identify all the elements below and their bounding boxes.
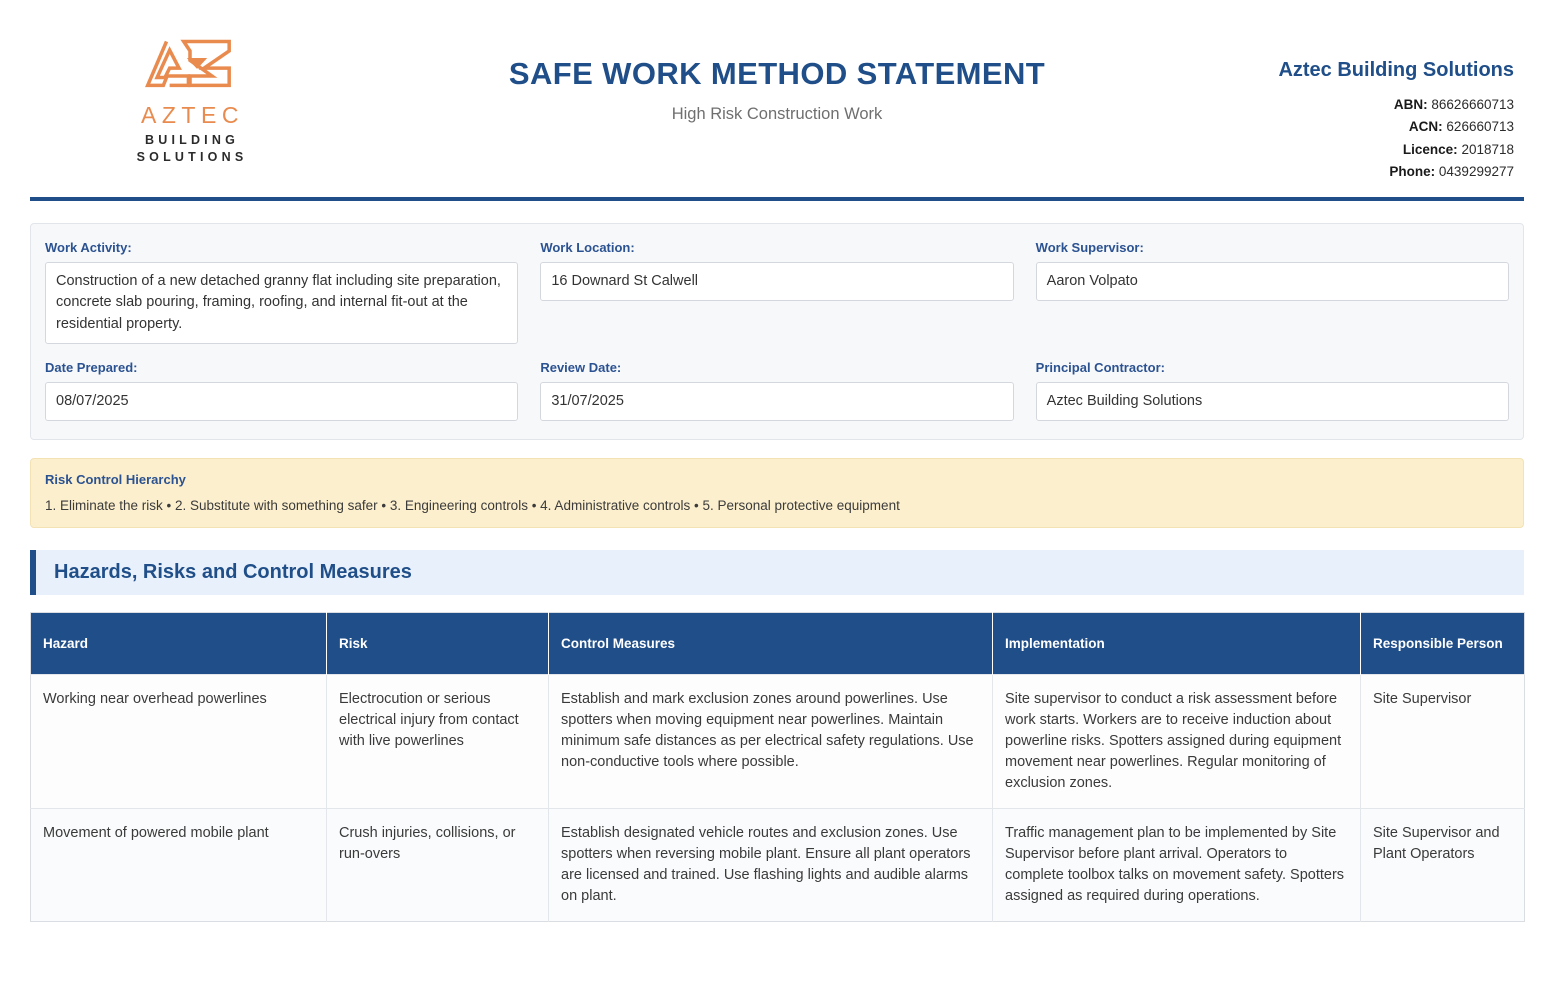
hazards-section-heading — [30, 550, 1524, 595]
cell-risk: Crush injuries, collisions, or run-overs — [327, 809, 549, 922]
work-location-label: Work Location: — [540, 240, 635, 256]
cell-responsible-person: Site Supervisor — [1361, 675, 1525, 809]
field-work-location — [540, 240, 1013, 344]
page-subtitle: High Risk Construction Work — [671, 104, 883, 123]
cell-control-measures: Establish designated vehicle routes and exclusion zones. Use spotters when reversing mobile plant. Ensure all plant operators are licensed and trained. Use flashing lights and audible alarms on plant. — [549, 809, 993, 922]
page-title: SAFE WORK METHOD STATEMENT — [508, 56, 1046, 91]
column-header-hazard: Hazard — [31, 613, 327, 675]
work-supervisor-label: Work Supervisor: — [1035, 240, 1144, 256]
logo-subtext-solutions: SOLUTIONS — [136, 149, 248, 164]
company-logo — [40, 30, 340, 163]
info-row-primary — [45, 240, 1509, 344]
date-prepared-input[interactable]: 08/07/2025 — [45, 382, 518, 421]
company-abn-value: 86626660713 — [1431, 97, 1514, 112]
field-review-date — [540, 360, 1013, 421]
document-title-block — [340, 30, 1214, 124]
company-abn-label: ABN: — [1393, 97, 1428, 112]
cell-hazard: Working near overhead powerlines — [31, 675, 327, 809]
cell-risk: Electrocution or serious electrical injury from contact with live powerlines — [327, 675, 549, 809]
company-licence — [1214, 139, 1514, 161]
company-acn-label: ACN: — [1408, 119, 1443, 135]
cell-responsible-person: Site Supervisor and Plant Operators — [1361, 809, 1525, 922]
cell-hazard: Movement of powered mobile plant — [31, 809, 327, 922]
principal-contractor-input[interactable]: Aztec Building Solutions — [1036, 382, 1509, 421]
logo-subtext-building: BUILDING — [144, 133, 239, 147]
hazards-table-body — [31, 675, 1525, 922]
field-principal-contractor — [1036, 360, 1509, 421]
info-row-secondary — [45, 360, 1509, 421]
company-abn — [1214, 94, 1514, 116]
company-licence-label: Licence: — [1402, 141, 1458, 157]
column-header-control-measures: Control Measures — [549, 613, 993, 675]
company-details — [1214, 30, 1514, 183]
hazards-section-heading-text: Hazards, Risks and Control Measures — [54, 561, 412, 584]
work-location-input[interactable]: 16 Downard St Calwell — [540, 262, 1013, 301]
hazards-table-header — [31, 613, 1525, 675]
work-activity-label: Work Activity: — [45, 240, 132, 256]
column-header-implementation: Implementation — [993, 613, 1361, 675]
date-prepared-label: Date Prepared: — [45, 360, 138, 375]
risk-control-hierarchy-title: Risk Control Hierarchy — [45, 472, 186, 488]
column-header-risk: Risk — [327, 613, 549, 675]
company-licence-value: 2018718 — [1461, 141, 1514, 157]
review-date-label: Review Date: — [540, 360, 622, 375]
table-row — [31, 675, 1525, 809]
column-header-responsible-person: Responsible Person — [1361, 613, 1525, 675]
company-acn-value: 626660713 — [1446, 119, 1514, 135]
work-supervisor-input[interactable]: Aaron Volpato — [1036, 262, 1509, 301]
document-header — [30, 0, 1524, 201]
cell-implementation: Traffic management plan to be implemented by Site Supervisor before plant arrival. Operators to complete toolbox talks on movement safety. Spotters assigned as required during operations. — [993, 809, 1361, 922]
hazards-table — [30, 612, 1525, 922]
job-information-panel — [30, 223, 1524, 440]
logo-wordmark: AZTEC — [141, 102, 244, 128]
field-date-prepared — [45, 360, 518, 421]
company-name: Aztec Building Solutions — [1278, 59, 1514, 81]
risk-control-hierarchy-text: 1. Eliminate the risk • 2. Substitute with something safer • 3. Engineering controls • 4. Administrative controls • 5. Personal protective equipment — [45, 498, 900, 514]
field-work-activity — [45, 240, 518, 344]
work-activity-input[interactable]: Construction of a new detached granny flat including site preparation, concrete slab pouring, framing, roofing, and internal fit-out at the residential property. — [45, 262, 518, 344]
review-date-input[interactable]: 31/07/2025 — [540, 382, 1013, 421]
cell-control-measures: Establish and mark exclusion zones around powerlines. Use spotters when moving equipment near powerlines. Maintain minimum safe distances as per electrical safety regulations. Use non-conductive tools where possible. — [549, 675, 993, 809]
principal-contractor-label: Principal Contractor: — [1035, 360, 1165, 375]
table-header-row — [31, 613, 1525, 675]
company-acn — [1214, 116, 1514, 138]
company-phone — [1214, 161, 1514, 183]
field-work-supervisor — [1036, 240, 1509, 344]
table-row — [31, 809, 1525, 922]
cell-implementation: Site supervisor to conduct a risk assessment before work starts. Workers are to receive induction about powerline risks. Spotters assigned during equipment movement near powerlines. Regular monitoring of exclusion zones. — [993, 675, 1361, 809]
aztec-az-monogram-icon — [143, 36, 237, 94]
company-phone-value: 0439299277 — [1438, 163, 1514, 179]
company-phone-label: Phone: — [1389, 163, 1436, 179]
risk-control-hierarchy-banner — [30, 458, 1524, 528]
